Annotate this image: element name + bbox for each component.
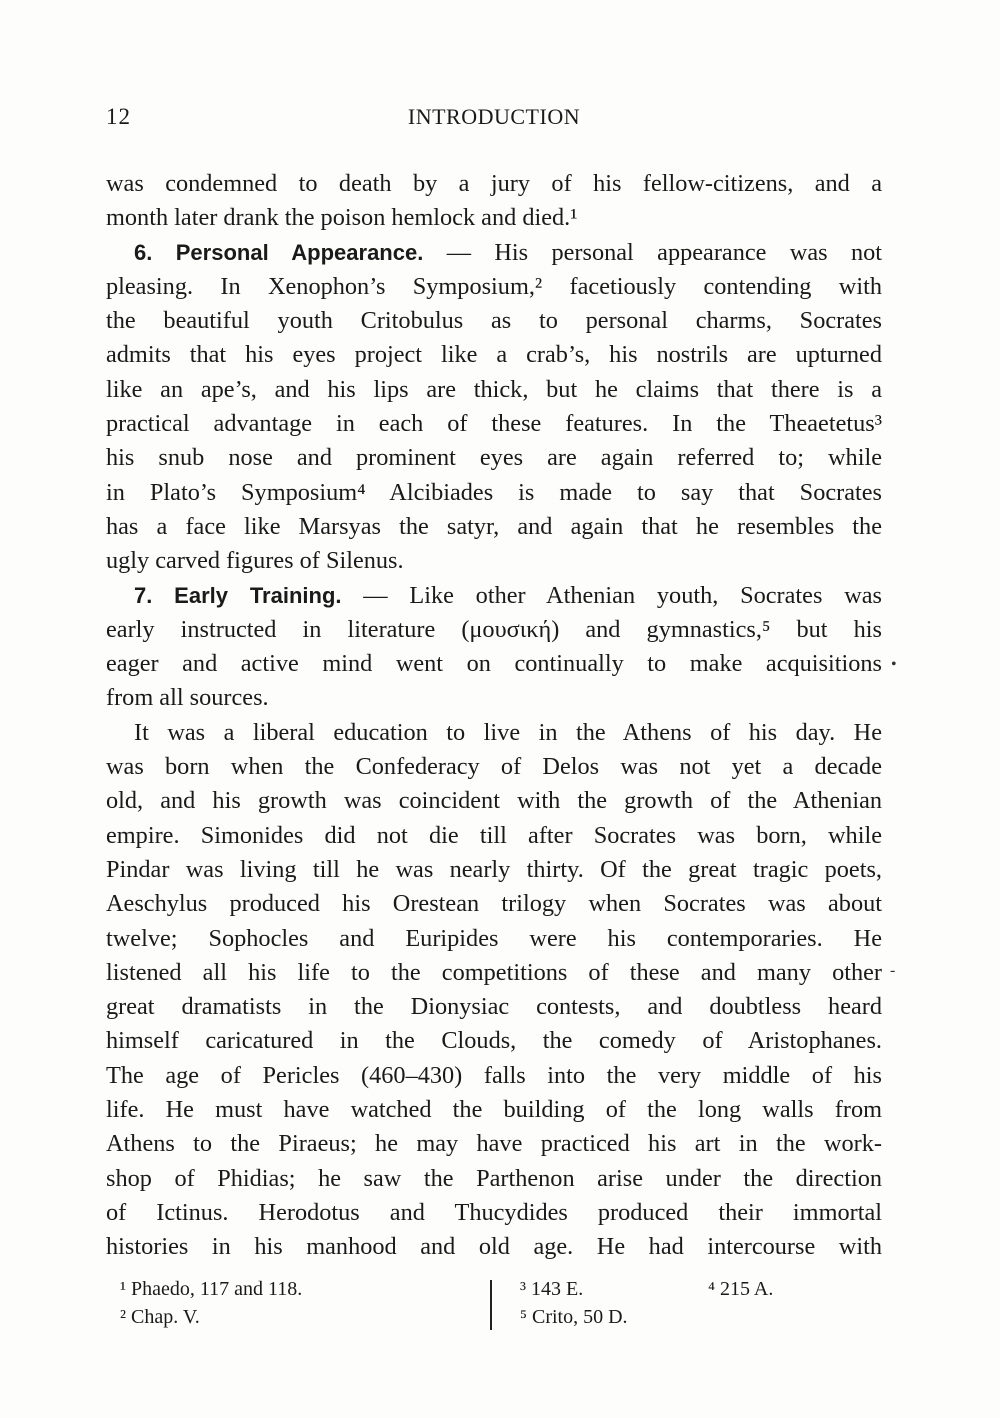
text-line: It was a liberal education to live in the Athens of his day. He: [134, 718, 882, 746]
running-title: INTRODUCTION: [407, 104, 581, 129]
text-line: his snub nose and prominent eyes are again referred to; while: [106, 444, 882, 472]
margin-dash: -: [890, 962, 896, 979]
section-heading-personal-appearance: 6. Personal Appearance.: [134, 239, 424, 265]
footnote-divider: [490, 1280, 492, 1330]
text-line: month later drank the poison hemlock and died.¹: [106, 204, 578, 232]
page-header: [106, 104, 882, 138]
text-line: practical advantage in each of these features. In the Theaetetus³: [106, 410, 882, 438]
text-line: of Ictinus. Herodotus and Thucydides produced their immortal: [106, 1198, 882, 1226]
footnote-2: ² Chap. V.: [120, 1306, 200, 1328]
text-line: listened all his life to the competitions of these and many other: [106, 958, 882, 986]
text-line: great dramatists in the Dionysiac contests, and doubtless heard: [106, 993, 882, 1021]
text-run: — Like other Athenian youth, Socrates was: [341, 581, 882, 609]
text-line: like an ape’s, and his lips are thick, but he claims that there is a: [106, 375, 882, 403]
text-run: — His personal appearance was not: [423, 238, 882, 266]
text-line: The age of Pericles (460–430) falls into the very middle of his: [106, 1061, 882, 1089]
text-line: Aeschylus produced his Orestean trilogy when Socrates was about: [106, 890, 882, 918]
text-line: empire. Simonides did not die till after Socrates was born, while: [106, 821, 882, 849]
text-line: admits that his eyes project like a crab’s, his nostrils are upturned: [106, 341, 882, 369]
text-line: was born when the Confederacy of Delos was not yet a decade: [106, 753, 882, 781]
text-line: life. He must have watched the building of the long walls from: [106, 1096, 882, 1124]
footnote-1: ¹ Phaedo, 117 and 118.: [120, 1278, 303, 1300]
text-line: in Plato’s Symposium⁴ Alcibiades is made to say that Socrates: [106, 478, 882, 506]
text-line: pleasing. In Xenophon’s Symposium,² facetiously contending with: [106, 272, 882, 300]
footnotes: [106, 1276, 882, 1336]
text-line: Athens to the Piraeus; he may have practiced his art in the work-: [106, 1130, 882, 1158]
text-line: histories in his manhood and old age. He had intercourse with: [106, 1233, 882, 1261]
text-line: early instructed in literature (μουσική) and gymnastics,⁵ but his: [106, 615, 882, 643]
text-line: [106, 236, 882, 270]
text-line: was condemned to death by a jury of his fellow-citizens, and a: [106, 170, 882, 197]
text-line: ugly carved figures of Silenus.: [106, 547, 404, 575]
text-line: the beautiful youth Critobulus as to personal charms, Socrates: [106, 307, 882, 335]
section-heading-early-training: 7. Early Training.: [134, 582, 342, 608]
footnote-5: ⁵ Crito, 50 D.: [520, 1306, 628, 1328]
text-line: twelve; Sophocles and Euripides were his contemporaries. He: [106, 924, 882, 952]
text-line: old, and his growth was coincident with the growth of the Athenian: [106, 787, 882, 815]
margin-dot: •: [891, 656, 897, 673]
text-line: eager and active mind went on continually to make acquisitions: [106, 650, 882, 678]
footnote-4: ⁴ 215 A.: [708, 1278, 774, 1300]
text-line: himself caricatured in the Clouds, the comedy of Aristophanes.: [106, 1027, 882, 1055]
text-line: shop of Phidias; he saw the Parthenon arise under the direction: [106, 1164, 882, 1192]
text-line: has a face like Marsyas the satyr, and again that he resembles the: [106, 512, 882, 540]
body-text: [106, 167, 882, 1265]
footnote-3: ³ 143 E.: [520, 1278, 584, 1300]
text-line: from all sources.: [106, 684, 269, 712]
page-number: 12: [106, 104, 131, 129]
text-line: [106, 579, 882, 613]
text-line: Pindar was living till he was nearly thirty. Of the great tragic poets,: [106, 855, 882, 883]
